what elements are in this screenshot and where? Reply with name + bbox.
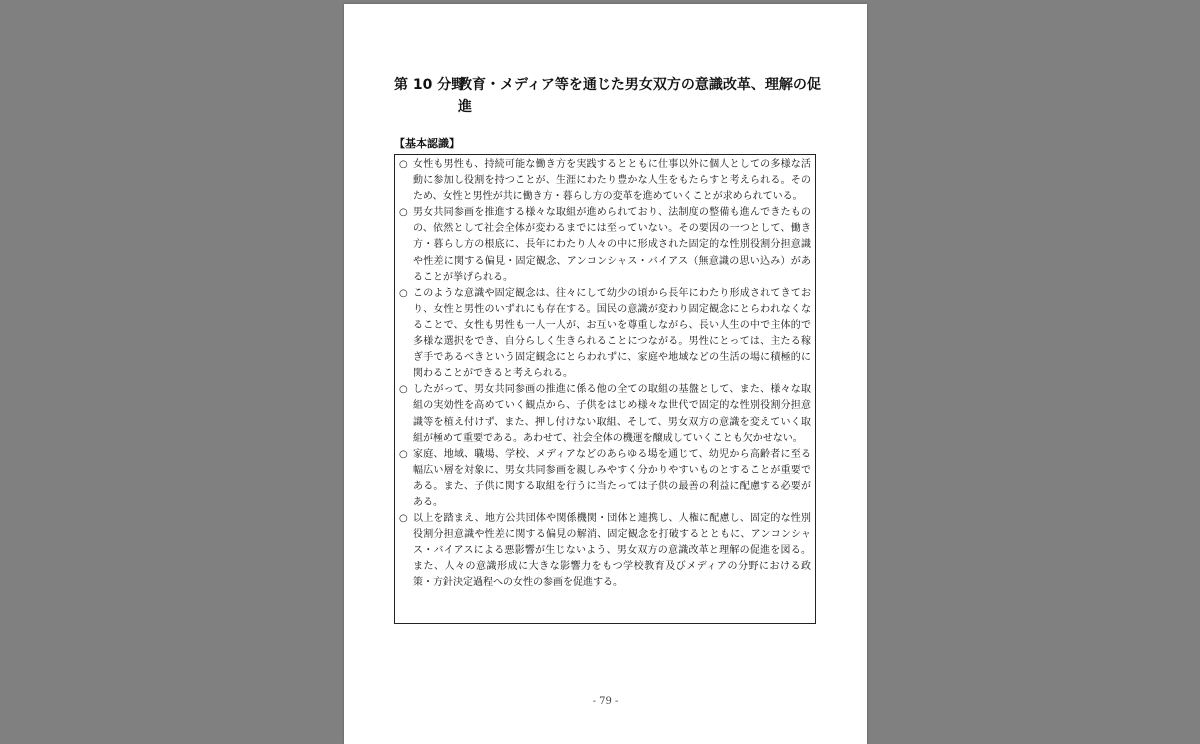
- bullet-circle-icon: ○: [399, 384, 408, 396]
- bullet-circle-icon: ○: [399, 287, 408, 299]
- paragraph: [399, 286, 811, 383]
- title-prefix: 第 10 分野: [394, 77, 466, 93]
- paragraph-text: 男女共同参画を推進する様々な取組が進められており、法制度の整備も進んできたものの、依然として社会全体が変わるまでには至っていない。その要因の一つとして、働き方・暮らし方の根底に、長年にわたり人々の中に形成された固定的な性別役割分担意識や性差に関する偏見・固定観念、アンコンシャス・バイアス（無意識の思い込み）があることが挙げられる。: [413, 207, 811, 283]
- section-title: [394, 74, 824, 118]
- paragraph: [399, 511, 811, 591]
- paragraph-text: したがって、男女共同参画の推進に係る他の全ての取組の基盤として、また、様々な取組の実効性を高めていく観点から、子供をはじめ様々な世代で固定的な性別役割分担意識等を植え付けず、また、押し付けない取組、そして、男女双方の意識を変えていく取組が極めて重要である。あわせて、社会全体の機運を醸成していくことも欠かせない。: [413, 384, 811, 444]
- document-page: [344, 4, 867, 744]
- paragraph: [399, 205, 811, 285]
- basic-recognition-box: [394, 154, 816, 624]
- paragraph-text: このような意識や固定観念は、往々にして幼少の頃から長年にわたり形成されてきており、女性と男性のいずれにも存在する。国民の意識が変わり固定観念にとらわれなくなることで、女性も男性も一人一人が、お互いを尊重しながら、長い人生の中で主体的で多様な選択をでき、自分らしく生きられることにつながる。男性にとっては、主たる稼ぎ手であるべきという固定観念にとらわれずに、家庭や地域などの生活の場に積極的に関わることができると考えられる。: [413, 287, 811, 380]
- paragraph: [399, 157, 811, 205]
- page-number: - 79 -: [592, 696, 619, 707]
- bullet-circle-icon: ○: [399, 207, 408, 219]
- bullet-circle-icon: ○: [399, 513, 408, 525]
- basic-recognition-heading: 【基本認識】: [394, 137, 460, 150]
- paragraph-text: 以上を踏まえ、地方公共団体や関係機関・団体と連携し、人権に配慮し、固定的な性別役割分担意識や性差に関する偏見の解消、固定観念を打破するとともに、アンコンシャス・バイアスによる悪影響が生じないよう、男女双方の意識改革と理解の促進を図る。また、人々の意識形成に大きな影響力をもつ学校教育及びメディアの分野における政策・方針決定過程への女性の参画を促進する。: [413, 513, 811, 589]
- bullet-circle-icon: ○: [399, 159, 408, 170]
- paragraph-text: 女性も男性も、持続可能な働き方を実践するとともに仕事以外に個人としての多様な活動に参加し役割を持つことが、生涯にわたり豊かな人生をもたらすと考えられる。そのため、女性と男性が共に働き方・暮らし方の変革を進めていくことが求められている。: [413, 159, 811, 203]
- paragraph-text: 家庭、地域、職場、学校、メディアなどのあらゆる場を通じて、幼児から高齢者に至る幅広い層を対象に、男女共同参画を親しみやすく分かりやすいものとすることが重要である。また、子供に関する取組を行うに当たっては子供の最善の利益に配慮する必要がある。: [413, 448, 811, 508]
- title-text: 教育・メディア等を通じた男女双方の意識改革、理解の促進: [458, 77, 821, 115]
- paragraph: [399, 382, 811, 446]
- bullet-circle-icon: ○: [399, 448, 408, 460]
- paragraph: [399, 447, 811, 511]
